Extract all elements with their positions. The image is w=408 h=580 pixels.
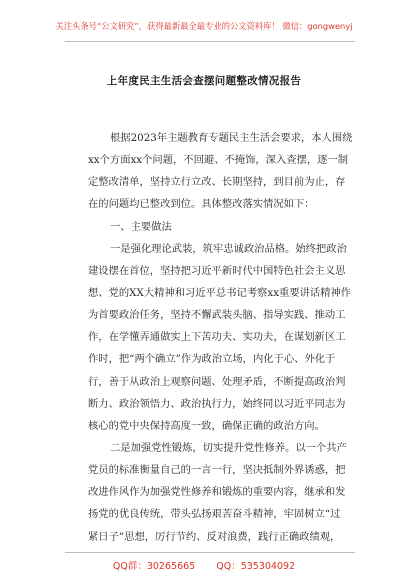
body-line: 想、党的XX大精神和习近平总书记考察xx重要讲话精神作 <box>88 286 352 299</box>
body-line: 核心的党中央保持高度一致，确保正确的政治方向。 <box>88 419 325 432</box>
body-line: 作时，把“两个确立”作为政治立场，内化于心、外化于 <box>88 353 336 366</box>
body-line: 建设摆在首位，坚持把习近平新时代中国特色社会主义思 <box>88 264 346 277</box>
footer-divider <box>65 552 355 553</box>
section-heading: 一、主要做法 <box>110 220 172 233</box>
document-title: 上年度民主生活会查摆问题整改情况报告 <box>106 75 302 87</box>
body-line: 在的问题均已整改到位。具体整改落实情况如下： <box>88 198 315 211</box>
body-line: 一是强化理论武装，筑牢忠诚政治品格。始终把政治 <box>110 242 347 255</box>
body-line: xx个方面xx个问题，不回避、不掩饰，深入查摆，逐一制 <box>88 154 349 167</box>
body-line: 行，善于从政治上观察问题、处理矛盾，不断提高政治判 <box>88 375 346 388</box>
body-line: 断力、政治领悟力、政治执行力，始终同以习近平同志为 <box>88 397 346 410</box>
body-line: 紧日子”思想，厉行节约、反对浪费，践行正确政绩观， <box>88 530 341 543</box>
body-line: 党员的标准衡量自己的一言一行，坚决抵制外界诱惑，把 <box>88 464 346 477</box>
body-line: 作，在学懂弄通做实上下苦功夫、实功夫，在谋划新区工 <box>88 331 346 344</box>
document-body <box>88 127 353 548</box>
body-line: 二是加强党性锻炼，切实提升党性修养。以一个共产 <box>110 441 347 454</box>
footer-qq: QQ：535304092 <box>216 561 296 572</box>
header-banner: 关注头条号“公文研究”，获得最新最全最专业的公文资料库！ 微信：gongwenyj <box>55 21 353 31</box>
body-line: 根据2023年主题教育专题民主生活会要求，本人围绕 <box>110 132 353 144</box>
footer-contacts <box>0 558 408 572</box>
header-divider <box>65 41 355 42</box>
body-line: 改进作风作为加强党性修养和锻炼的重要内容，继承和发 <box>88 486 346 499</box>
body-line: 定整改清单，坚持立行立改、长期坚持，到目前为止，存 <box>88 176 346 189</box>
footer-qq-group: QQ群：30265665 <box>112 561 196 572</box>
body-line: 为首要政治任务，坚持不懈武装头脑、指导实践、推动工 <box>88 309 346 322</box>
body-line: 扬党的优良传统，带头弘扬艰苦奋斗精神，牢固树立“过 <box>88 508 341 521</box>
